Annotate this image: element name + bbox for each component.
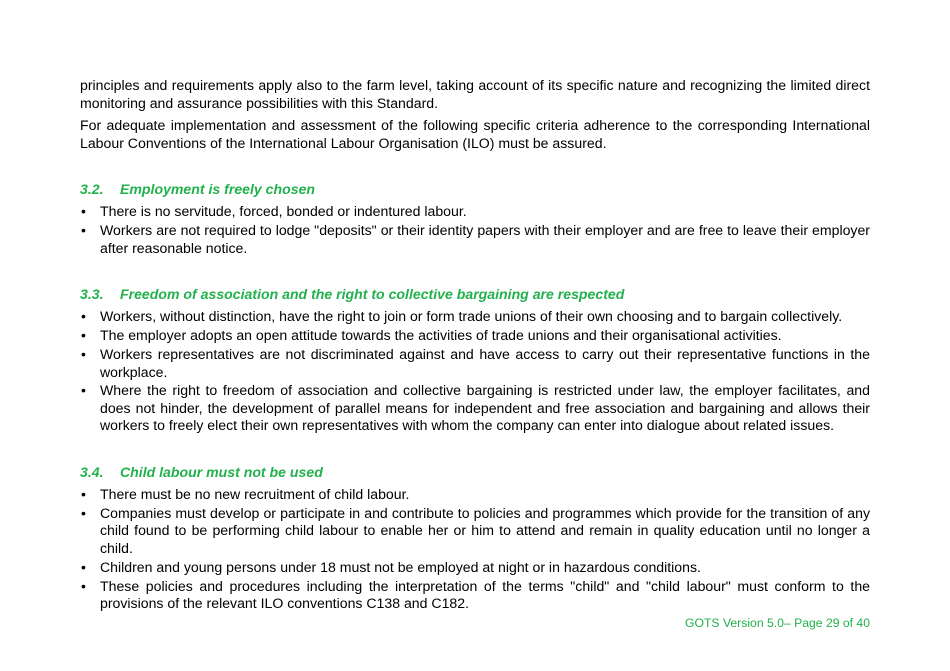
list-item: • Workers, without distinction, have the right to join or form trade unions of their own choosing and to bargain collectively. — [81, 308, 843, 325]
bullet-icon: • — [81, 558, 86, 575]
bullet-icon: • — [81, 382, 86, 399]
document-page — [80, 77, 870, 614]
section-title: Child labour must not be used — [120, 464, 323, 481]
section-title: Employment is freely chosen — [120, 181, 316, 198]
bullet-icon: • — [81, 345, 86, 362]
list-item: • There is no servitude, forced, bonded or indentured labour. — [81, 203, 467, 220]
page-footer: GOTS Version 5.0– Page 29 of 40 — [685, 616, 870, 630]
bullet-icon: • — [81, 486, 86, 503]
list-item: • The employer adopts an open attitude towards the activities of trade unions and their organisational activities. — [81, 327, 782, 344]
bullet-icon: • — [81, 577, 86, 594]
bullet-icon: • — [81, 308, 86, 325]
bullet-icon: • — [81, 327, 86, 344]
section-heading — [80, 180, 870, 198]
section-number: 3.4. — [80, 464, 104, 481]
section-3-2 — [80, 180, 870, 257]
bullet-list — [80, 203, 870, 257]
list-item: • There must be no new recruitment of child labour. — [81, 486, 410, 503]
intro-paragraph-2: For adequate implementation and assessment of the following specific criteria adherence to the corresponding International Labour Conventions of the International Labour Organisation (ILO) must be assured. — [80, 117, 870, 151]
bullet-list — [80, 486, 870, 613]
list-item: • Workers representatives are not discriminated against and have access to carry out their representative functions in the workplace. — [81, 345, 870, 380]
list-item: • Workers are not required to lodge "deposits" or their identity papers with their employer and are free to leave their employer after reasonable notice. — [81, 222, 870, 256]
section-heading — [80, 463, 870, 481]
section-title: Freedom of association and the right to collective bargaining are respected — [120, 286, 625, 303]
section-number: 3.3. — [80, 286, 104, 303]
bullet-list — [80, 308, 870, 435]
bullet-icon: • — [81, 504, 86, 521]
list-item: • Where the right to freedom of association and collective bargaining is restricted under law, the employer facilitates, and does not hinder, the development of parallel means for independent and free association and bargaining and allows their workers to freely elect their own representatives with whom the company can enter into dialogue about related issues. — [81, 382, 870, 434]
list-item: • These policies and procedures including the interpretation of the terms "child" and "child labour" must conform to the provisions of the relevant ILO conventions C138 and C182. — [81, 577, 870, 612]
section-3-3 — [80, 285, 870, 435]
list-item: • Companies must develop or participate in and contribute to policies and programmes which provide for the transition of any child found to be performing child labour to enable her or him to attend and remain in quality education until no longer a child. — [81, 504, 870, 557]
section-3-4 — [80, 463, 870, 613]
intro-paragraph-1: principles and requirements apply also to the farm level, taking account of its specific nature and recognizing the limited direct monitoring and assurance possibilities with this Standard. — [80, 77, 870, 111]
section-number: 3.2. — [80, 181, 104, 198]
bullet-icon: • — [81, 203, 86, 220]
section-heading — [80, 285, 870, 303]
bullet-icon: • — [81, 222, 86, 239]
list-item: • Children and young persons under 18 must not be employed at night or in hazardous conditions. — [81, 558, 701, 575]
